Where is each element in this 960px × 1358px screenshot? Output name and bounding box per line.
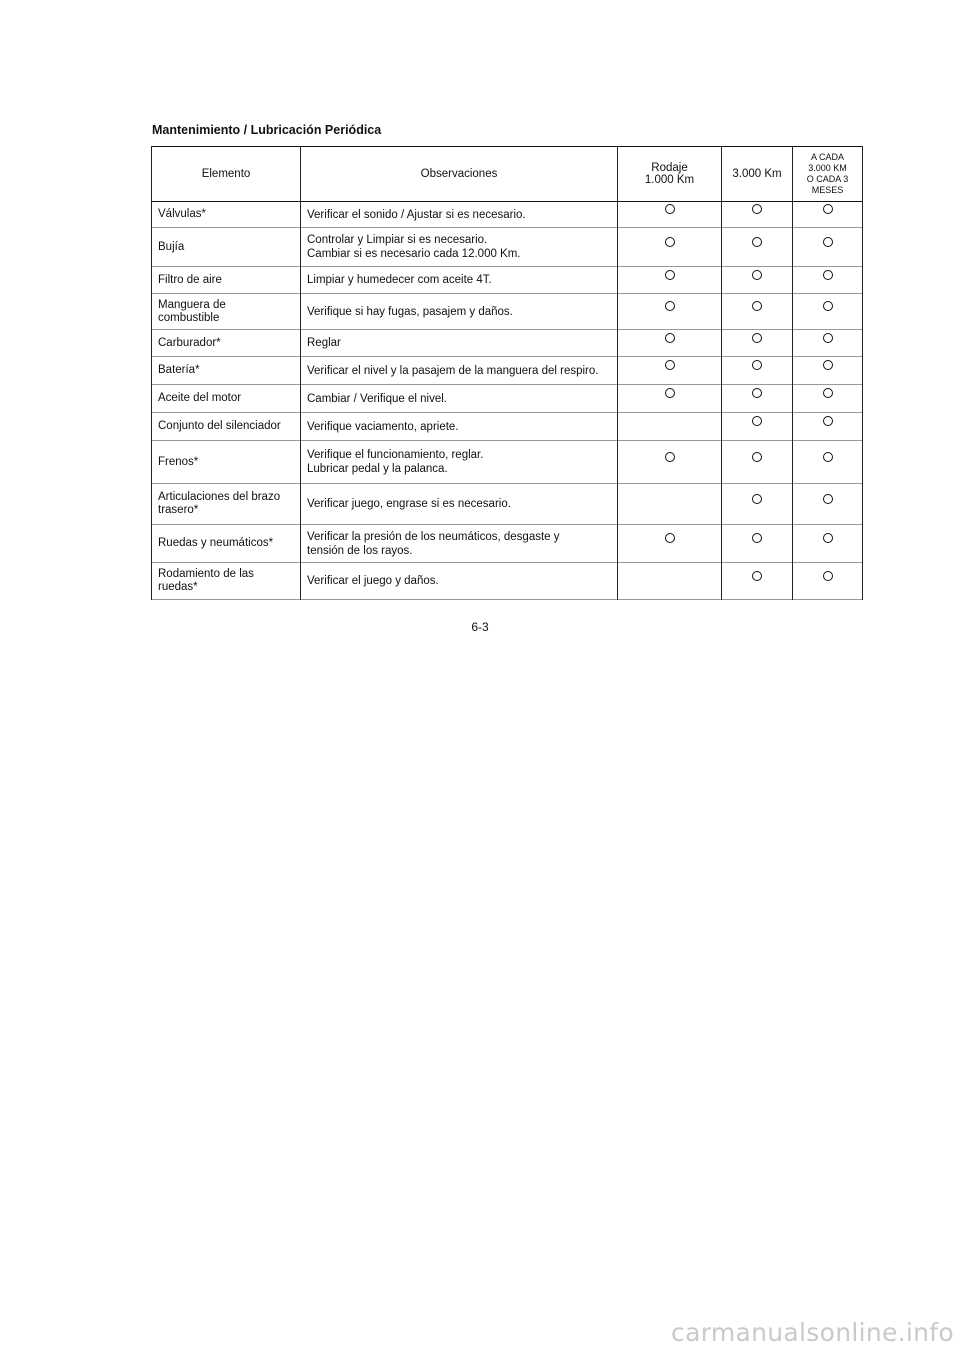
observaciones-text: Verificar el sonido / Ajustar si es necesario. bbox=[307, 208, 526, 221]
cell-interval-3 bbox=[793, 413, 863, 441]
cell-elemento bbox=[152, 525, 301, 563]
cell-interval-1 bbox=[618, 357, 722, 385]
table-row bbox=[152, 228, 863, 267]
check-circle-icon bbox=[665, 533, 675, 543]
cell-interval-1 bbox=[618, 385, 722, 413]
header-elemento: Elemento bbox=[152, 147, 301, 202]
check-circle-icon bbox=[823, 301, 833, 311]
cell-elemento bbox=[152, 294, 301, 330]
elemento-text: Manguera de bbox=[158, 298, 226, 311]
header-periodic bbox=[793, 147, 863, 202]
table-row bbox=[152, 385, 863, 413]
cell-interval-3 bbox=[793, 357, 863, 385]
header-observaciones: Observaciones bbox=[301, 147, 618, 202]
observaciones-text: Verificar la presión de los neumáticos, desgaste y bbox=[307, 530, 560, 543]
check-circle-icon bbox=[823, 494, 833, 504]
cell-interval-2 bbox=[722, 413, 793, 441]
cell-observaciones bbox=[301, 484, 618, 525]
cell-interval-1 bbox=[618, 484, 722, 525]
check-circle-icon bbox=[752, 333, 762, 343]
cell-interval-3 bbox=[793, 228, 863, 267]
header-rodaje-line1: Rodaje bbox=[651, 162, 688, 174]
check-circle-icon bbox=[823, 270, 833, 280]
cell-interval-1 bbox=[618, 563, 722, 600]
cell-observaciones bbox=[301, 228, 618, 267]
cell-observaciones bbox=[301, 413, 618, 441]
cell-interval-3 bbox=[793, 267, 863, 294]
check-circle-icon bbox=[752, 571, 762, 581]
observaciones-text: Cambiar / Verifique el nivel. bbox=[307, 392, 447, 405]
cell-interval-2 bbox=[722, 563, 793, 600]
observaciones-text: Verifique vaciamento, apriete. bbox=[307, 420, 459, 433]
elemento-text: Batería* bbox=[158, 364, 200, 376]
check-circle-icon bbox=[823, 204, 833, 214]
cell-interval-2 bbox=[722, 267, 793, 294]
cell-interval-1 bbox=[618, 525, 722, 563]
table-row bbox=[152, 441, 863, 484]
cell-observaciones bbox=[301, 294, 618, 330]
elemento-text: Válvulas* bbox=[158, 208, 206, 220]
table-row bbox=[152, 267, 863, 294]
table-row bbox=[152, 484, 863, 525]
observaciones-text: Verifique el funcionamiento, reglar. bbox=[307, 449, 484, 461]
cell-interval-1 bbox=[618, 202, 722, 228]
elemento-text: Conjunto del silenciador bbox=[158, 420, 281, 432]
table-row bbox=[152, 413, 863, 441]
cell-interval-1 bbox=[618, 330, 722, 357]
header-periodic-line1: A CADA bbox=[810, 152, 844, 162]
check-circle-icon bbox=[752, 301, 762, 311]
table-row bbox=[152, 294, 863, 330]
elemento-text: Frenos* bbox=[158, 455, 199, 468]
cell-interval-1 bbox=[618, 413, 722, 441]
cell-interval-1 bbox=[618, 228, 722, 267]
page-number: 6-3 bbox=[471, 620, 489, 634]
cell-interval-1 bbox=[618, 294, 722, 330]
check-circle-icon bbox=[823, 237, 833, 247]
elemento-text: Rodamiento de las bbox=[158, 568, 254, 580]
elemento-text: trasero* bbox=[158, 504, 199, 516]
elemento-text: Aceite del motor bbox=[158, 392, 242, 404]
cell-interval-3 bbox=[793, 441, 863, 484]
observaciones-text: Verificar el juego y daños. bbox=[307, 575, 439, 587]
cell-elemento bbox=[152, 441, 301, 484]
page-title: Mantenimiento / Lubricación Periódica bbox=[152, 123, 382, 137]
cell-elemento bbox=[152, 228, 301, 267]
cell-elemento bbox=[152, 357, 301, 385]
observaciones-text: tensión de los rayos. bbox=[307, 544, 413, 557]
check-circle-icon bbox=[752, 270, 762, 280]
cell-observaciones bbox=[301, 357, 618, 385]
cell-interval-3 bbox=[793, 525, 863, 563]
observaciones-text: Lubricar pedal y la palanca. bbox=[307, 463, 448, 475]
cell-interval-2 bbox=[722, 330, 793, 357]
observaciones-text: Verifique si hay fugas, pasajem y daños. bbox=[307, 305, 513, 318]
header-periodic-line2: 3.000 KM bbox=[808, 163, 847, 173]
elemento-text: Ruedas y neumáticos* bbox=[158, 537, 274, 549]
cell-interval-3 bbox=[793, 202, 863, 228]
check-circle-icon bbox=[823, 360, 833, 370]
check-circle-icon bbox=[823, 416, 833, 426]
check-circle-icon bbox=[665, 333, 675, 343]
cell-observaciones bbox=[301, 330, 618, 357]
cell-interval-2 bbox=[722, 357, 793, 385]
check-circle-icon bbox=[823, 388, 833, 398]
cell-observaciones bbox=[301, 267, 618, 294]
cell-elemento bbox=[152, 484, 301, 525]
check-circle-icon bbox=[823, 452, 833, 462]
check-circle-icon bbox=[752, 237, 762, 247]
cell-interval-3 bbox=[793, 294, 863, 330]
cell-interval-1 bbox=[618, 441, 722, 484]
cell-interval-2 bbox=[722, 202, 793, 228]
check-circle-icon bbox=[752, 204, 762, 214]
cell-observaciones bbox=[301, 441, 618, 484]
cell-interval-3 bbox=[793, 563, 863, 600]
cell-elemento bbox=[152, 413, 301, 441]
cell-observaciones bbox=[301, 563, 618, 600]
check-circle-icon bbox=[665, 270, 675, 280]
check-circle-icon bbox=[665, 204, 675, 214]
cell-interval-2 bbox=[722, 294, 793, 330]
check-circle-icon bbox=[752, 360, 762, 370]
table-row bbox=[152, 563, 863, 600]
cell-elemento bbox=[152, 563, 301, 600]
observaciones-text: Verificar el nivel y la pasajem de la manguera del respiro. bbox=[307, 364, 599, 377]
elemento-text: Bujía bbox=[158, 240, 185, 253]
observaciones-text: Cambiar si es necesario cada 12.000 Km. bbox=[307, 248, 521, 260]
check-circle-icon bbox=[823, 571, 833, 581]
table-row bbox=[152, 202, 863, 228]
cell-observaciones bbox=[301, 385, 618, 413]
check-circle-icon bbox=[823, 533, 833, 543]
cell-elemento bbox=[152, 385, 301, 413]
check-circle-icon bbox=[665, 388, 675, 398]
elemento-text: ruedas* bbox=[158, 581, 198, 593]
observaciones-text: Limpiar y humedecer com aceite 4T. bbox=[307, 274, 492, 286]
check-circle-icon bbox=[823, 333, 833, 343]
check-circle-icon bbox=[752, 416, 762, 426]
check-circle-icon bbox=[665, 237, 675, 247]
header-3000km: 3.000 Km bbox=[722, 147, 793, 202]
maintenance-table bbox=[151, 146, 863, 600]
cell-interval-3 bbox=[793, 330, 863, 357]
cell-interval-3 bbox=[793, 385, 863, 413]
header-periodic-line4: MESES bbox=[811, 185, 844, 195]
observaciones-text: Controlar y Limpiar si es necesario. bbox=[307, 234, 488, 246]
elemento-text: Carburador* bbox=[158, 336, 221, 349]
cell-observaciones bbox=[301, 525, 618, 563]
table-row bbox=[152, 525, 863, 563]
header-rodaje-line2: 1.000 Km bbox=[644, 174, 695, 186]
watermark: carmanualsonline.info bbox=[671, 1318, 954, 1347]
cell-interval-2 bbox=[722, 441, 793, 484]
header-periodic-line3: O CADA 3 bbox=[806, 174, 849, 184]
check-circle-icon bbox=[752, 494, 762, 504]
cell-interval-1 bbox=[618, 267, 722, 294]
table-row bbox=[152, 330, 863, 357]
cell-interval-2 bbox=[722, 484, 793, 525]
cell-elemento bbox=[152, 330, 301, 357]
cell-interval-2 bbox=[722, 228, 793, 267]
check-circle-icon bbox=[665, 452, 675, 462]
table-row bbox=[152, 357, 863, 385]
cell-interval-3 bbox=[793, 484, 863, 525]
check-circle-icon bbox=[665, 360, 675, 370]
elemento-text: Articulaciones del brazo bbox=[158, 491, 281, 503]
check-circle-icon bbox=[665, 301, 675, 311]
elemento-text: combustible bbox=[158, 311, 220, 324]
cell-elemento bbox=[152, 267, 301, 294]
cell-interval-2 bbox=[722, 385, 793, 413]
check-circle-icon bbox=[752, 533, 762, 543]
cell-elemento bbox=[152, 202, 301, 228]
observaciones-text: Reglar bbox=[307, 337, 341, 349]
check-circle-icon bbox=[752, 452, 762, 462]
cell-interval-2 bbox=[722, 525, 793, 563]
elemento-text: Filtro de aire bbox=[158, 273, 222, 286]
check-circle-icon bbox=[752, 388, 762, 398]
observaciones-text: Verificar juego, engrase si es necesario. bbox=[307, 498, 511, 510]
table-header-row bbox=[152, 147, 863, 202]
header-rodaje bbox=[618, 147, 722, 202]
cell-observaciones bbox=[301, 202, 618, 228]
